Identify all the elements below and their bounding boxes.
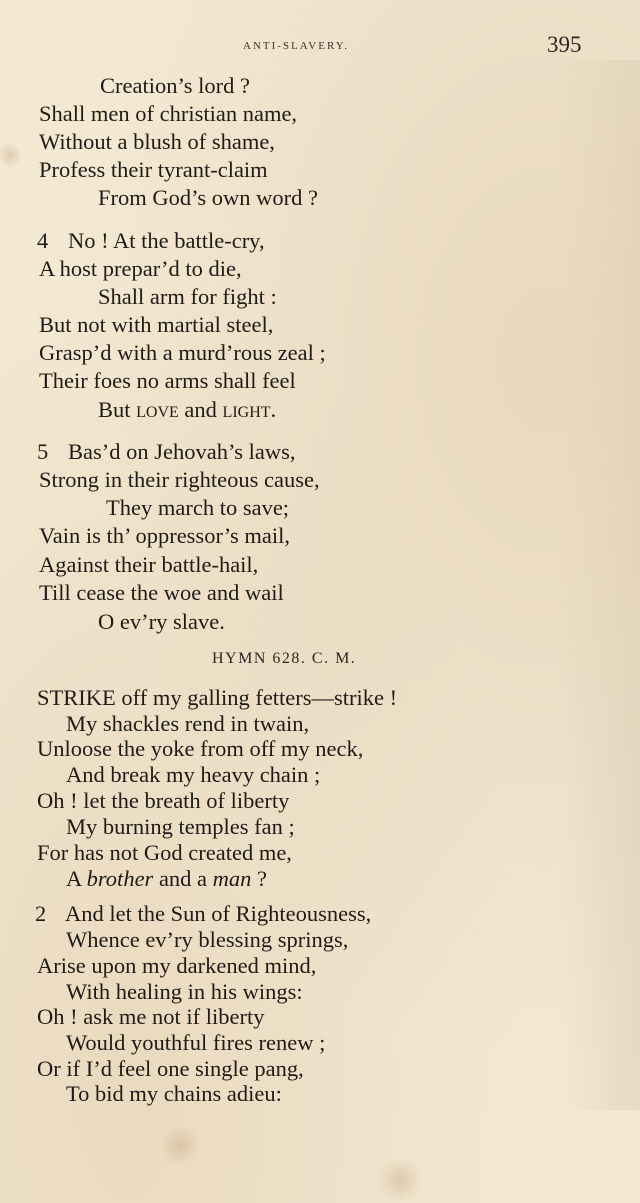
verse-line: Vain is th’ oppressor’s mail,: [39, 523, 291, 548]
facing-page-bleed-through: [560, 60, 640, 1110]
verse-line: Creation’s lord ?: [100, 73, 250, 98]
verse-line-brother-and-man: A brother and a man ?: [66, 866, 268, 891]
verse-line: My shackles rend in twain,: [66, 711, 310, 736]
age-stain: [160, 1125, 200, 1165]
page-number: 395: [547, 32, 582, 57]
verse-line: Arise upon my darkened mind,: [37, 953, 317, 978]
age-stain: [0, 140, 20, 170]
verse-line-first: STRIKE off my galling fetters—strike !: [37, 685, 398, 710]
verse-line: Whence ev’ry blessing springs,: [66, 927, 349, 952]
verse-line: To bid my chains adieu:: [66, 1081, 282, 1106]
verse-line: Against their battle-hail,: [39, 552, 259, 577]
verse-line: My burning temples fan ;: [66, 814, 295, 839]
verse-line: Shall men of christian name,: [39, 101, 298, 126]
stanza-number: 2: [35, 901, 47, 926]
verse-line: Strong in their righteous cause,: [39, 467, 320, 492]
verse-line: Grasp’d with a murd’rous zeal ;: [39, 340, 326, 365]
page-header: [0, 32, 640, 66]
verse-line: And let the Sun of Righteousness,: [65, 901, 372, 926]
verse-line: Oh ! ask me not if liberty: [37, 1004, 265, 1029]
verse-line: Without a blush of shame,: [39, 129, 275, 154]
verse-line: For has not God created me,: [37, 840, 292, 865]
verse-line: Or if I’d feel one single pang,: [37, 1056, 304, 1081]
verse-line: Unloose the yoke from off my neck,: [37, 736, 364, 761]
stanza-number: 5: [37, 439, 49, 464]
stanza-number: 4: [37, 228, 49, 253]
verse-line: O ev’ry slave.: [98, 609, 225, 634]
verse-line: From God’s own word ?: [98, 185, 318, 210]
verse-line: Shall arm for fight :: [98, 284, 277, 309]
verse-line: With healing in his wings:: [66, 979, 303, 1004]
verse-line: Their foes no arms shall feel: [39, 368, 296, 393]
verse-line: They march to save;: [106, 495, 290, 520]
verse-line: No ! At the battle-cry,: [68, 228, 265, 253]
verse-line: Bas’d on Jehovah’s laws,: [68, 439, 296, 464]
running-head: ANTI-SLAVERY.: [243, 40, 349, 52]
verse-line: Oh ! let the breath of liberty: [37, 788, 290, 813]
verse-line: But not with martial steel,: [39, 312, 274, 337]
verse-line: Would youthful fires renew ;: [66, 1030, 326, 1055]
verse-line: Till cease the woe and wail: [39, 580, 284, 605]
verse-line: And break my heavy chain ;: [66, 762, 321, 787]
verse-line-love-and-light: But love and light.: [98, 397, 277, 422]
verse-line: Profess their tyrant-claim: [39, 157, 268, 182]
verse-line: A host prepar’d to die,: [39, 256, 242, 281]
age-stain: [375, 1160, 425, 1200]
hymn-title: HYMN 628. C. M.: [212, 650, 357, 667]
